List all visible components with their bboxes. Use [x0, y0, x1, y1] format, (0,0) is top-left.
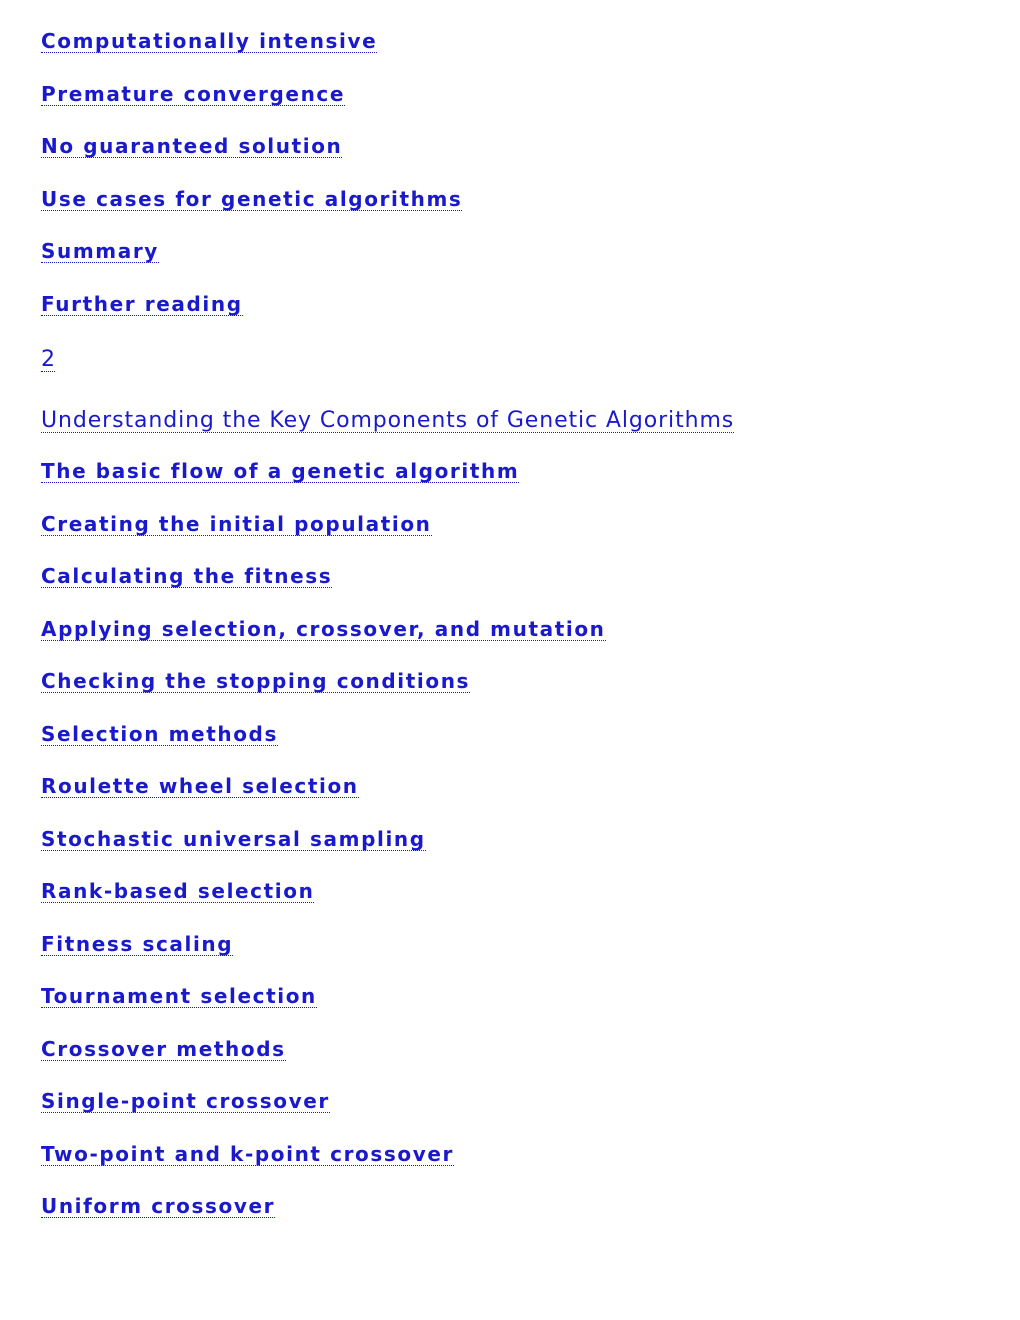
toc-link-single-point[interactable]: Single-point crossover [41, 1089, 330, 1113]
toc-link-applying-operators[interactable]: Applying selection, crossover, and mutation [41, 616, 606, 641]
list-item [41, 240, 1000, 293]
list-item [41, 1143, 1000, 1196]
toc-link-crossover-methods[interactable]: Crossover methods [41, 1036, 286, 1061]
list-item [41, 670, 1000, 723]
table-of-contents [41, 30, 1000, 1248]
list-item [41, 933, 1000, 986]
list-item [41, 513, 1000, 566]
toc-link-no-guaranteed-solution[interactable]: No guaranteed solution [41, 134, 343, 158]
toc-link-premature-convergence[interactable]: Premature convergence [41, 81, 346, 106]
list-item [41, 460, 1000, 513]
toc-link-roulette-wheel[interactable]: Roulette wheel selection [41, 774, 359, 798]
list-item [41, 1038, 1000, 1091]
toc-link-uniform-crossover[interactable]: Uniform crossover [41, 1194, 276, 1218]
toc-link-initial-population[interactable]: Creating the initial population [41, 511, 432, 536]
list-item [41, 565, 1000, 618]
chapter-title-row [41, 408, 1000, 460]
toc-link-tournament-selection[interactable]: Tournament selection [41, 984, 317, 1008]
toc-link-computationally-intensive[interactable]: Computationally intensive [41, 29, 378, 53]
toc-link-selection-methods[interactable]: Selection methods [41, 721, 278, 746]
list-item [41, 188, 1000, 241]
toc-link-summary[interactable]: Summary [41, 239, 159, 263]
list-item [41, 1090, 1000, 1143]
toc-link-basic-flow[interactable]: The basic flow of a genetic algorithm [41, 459, 520, 483]
toc-link-further-reading[interactable]: Further reading [41, 291, 243, 316]
list-item [41, 618, 1000, 671]
toc-link-stopping-conditions[interactable]: Checking the stopping conditions [41, 669, 471, 693]
list-item [41, 135, 1000, 188]
list-item [41, 293, 1000, 346]
list-item [41, 30, 1000, 83]
chapter-number-link[interactable]: 2 [41, 347, 55, 372]
list-item [41, 723, 1000, 776]
toc-link-use-cases[interactable]: Use cases for genetic algorithms [41, 186, 463, 211]
list-item [41, 880, 1000, 933]
toc-link-two-point[interactable]: Two-point and k-point crossover [41, 1141, 454, 1166]
toc-link-fitness-scaling[interactable]: Fitness scaling [41, 931, 234, 956]
list-item [41, 775, 1000, 828]
list-item [41, 1195, 1000, 1248]
list-item [41, 985, 1000, 1038]
chapter-title-link[interactable]: Understanding the Key Components of Genetic Algorithms [41, 408, 735, 433]
toc-link-rank-based[interactable]: Rank-based selection [41, 879, 315, 903]
list-item [41, 83, 1000, 136]
list-item [41, 828, 1000, 881]
toc-link-calculating-fitness[interactable]: Calculating the fitness [41, 564, 333, 588]
chapter-number-row [41, 345, 1000, 408]
toc-link-stochastic-universal[interactable]: Stochastic universal sampling [41, 826, 426, 851]
